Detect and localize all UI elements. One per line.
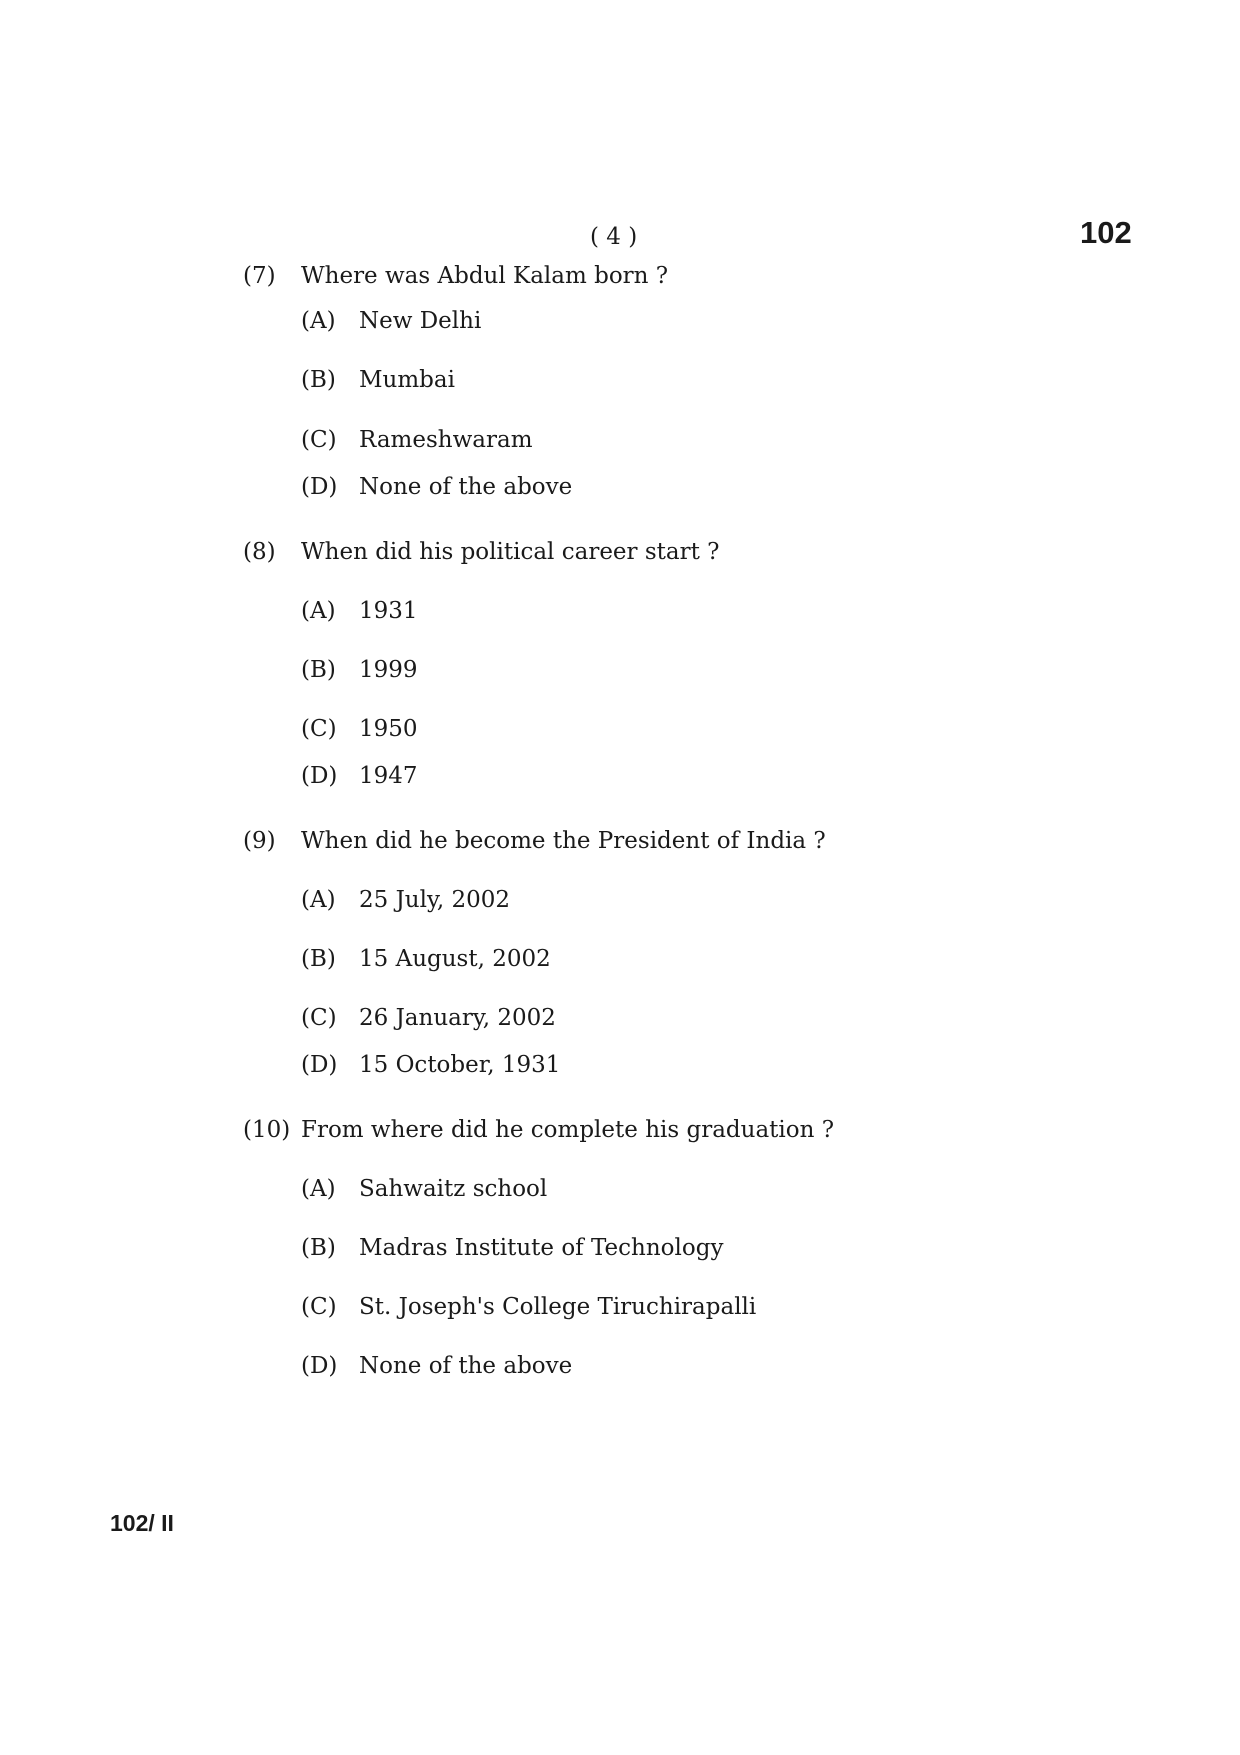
option-d <box>301 763 1101 795</box>
option-letter: (B) <box>301 367 336 393</box>
option-text: 1931 <box>359 598 418 624</box>
question-stem <box>243 828 1143 860</box>
option-b <box>301 657 1101 689</box>
question-number: (8) <box>243 539 276 565</box>
option-b <box>301 946 1101 978</box>
option-text: 1950 <box>359 716 418 742</box>
option-text: St. Joseph's College Tiruchirapalli <box>359 1294 757 1320</box>
question-text: Where was Abdul Kalam born ? <box>301 263 669 289</box>
option-letter: (C) <box>301 1005 337 1031</box>
option-text: 25 July, 2002 <box>359 887 511 913</box>
paper-code-header: 102 <box>1080 215 1132 250</box>
option-c <box>301 427 1101 459</box>
option-text: Madras Institute of Technology <box>359 1235 724 1261</box>
question-text: When did he become the President of India ? <box>301 828 826 854</box>
option-letter: (D) <box>301 1052 338 1078</box>
option-a <box>301 308 1101 340</box>
question-number: (7) <box>243 263 276 289</box>
option-letter: (C) <box>301 427 337 453</box>
option-text: 15 August, 2002 <box>359 946 551 972</box>
option-letter: (C) <box>301 716 337 742</box>
question-stem <box>243 539 1143 571</box>
option-text: New Delhi <box>359 308 482 334</box>
question-9 <box>243 828 1143 1078</box>
question-text: From where did he complete his graduation ? <box>301 1117 835 1143</box>
option-text: 1947 <box>359 763 418 789</box>
option-b <box>301 367 1101 399</box>
option-letter: (D) <box>301 474 338 500</box>
page-number: ( 4 ) <box>590 224 638 250</box>
option-letter: (B) <box>301 1235 336 1261</box>
option-c <box>301 716 1101 748</box>
option-letter: (B) <box>301 657 336 683</box>
question-10 <box>243 1117 1143 1379</box>
option-text: Sahwaitz school <box>359 1176 548 1202</box>
option-letter: (A) <box>301 1176 336 1202</box>
question-stem <box>243 263 1143 295</box>
question-text: When did his political career start ? <box>301 539 720 565</box>
option-d <box>301 1052 1101 1084</box>
paper-code-footer: 102/ II <box>110 1510 174 1536</box>
option-c <box>301 1005 1101 1037</box>
option-letter: (C) <box>301 1294 337 1320</box>
option-c <box>301 1294 1101 1326</box>
question-8 <box>243 539 1143 789</box>
question-7 <box>243 263 1143 500</box>
option-letter: (A) <box>301 308 336 334</box>
option-letter: (D) <box>301 763 338 789</box>
option-text: None of the above <box>359 474 573 500</box>
option-a <box>301 598 1101 630</box>
option-letter: (A) <box>301 598 336 624</box>
option-text: 15 October, 1931 <box>359 1052 561 1078</box>
option-letter: (A) <box>301 887 336 913</box>
option-text: None of the above <box>359 1353 573 1379</box>
question-number: (9) <box>243 828 276 854</box>
option-a <box>301 1176 1101 1208</box>
question-stem <box>243 1117 1143 1149</box>
option-letter: (B) <box>301 946 336 972</box>
option-d <box>301 1353 1101 1385</box>
option-text: 26 January, 2002 <box>359 1005 556 1031</box>
option-text: 1999 <box>359 657 418 683</box>
option-b <box>301 1235 1101 1267</box>
question-number: (10) <box>243 1117 291 1143</box>
option-a <box>301 887 1101 919</box>
option-letter: (D) <box>301 1353 338 1379</box>
option-text: Rameshwaram <box>359 427 533 453</box>
option-d <box>301 474 1101 506</box>
option-text: Mumbai <box>359 367 455 393</box>
